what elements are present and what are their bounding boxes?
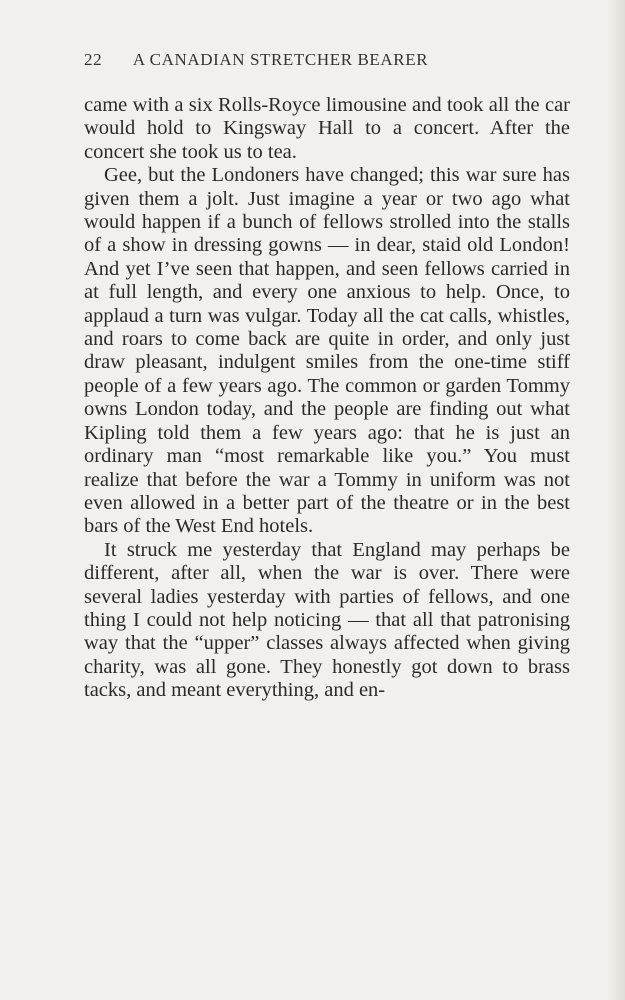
paragraph-2: Gee, but the Londoners have changed; this war sure has given them a jolt. Just imagine a year or two ago what would happen if a bunch of fellows strolled into the stalls of a show in dressing gowns — in dear, staid old London! And yet I’ve seen that happen, and seen fellows carried in at full length, and every one anxious to help. Once, to applaud a turn was vulgar. Today all the cat calls, whistles, and roars to come back are quite in order, and only just draw pleasant, indulgent smiles from the one-time stiff people of a few years ago. The common or garden Tommy owns London today, and the people are finding out what Kipling told them a few years ago: that he is just an ordinary man “most remarkable like you.” You must realize that before the war a Tommy in uniform was not even allowed in a better part of the theatre or in the best bars of the West End hotels. <box>84 164 570 538</box>
page-edge-shadow <box>607 0 625 1000</box>
paragraph-3: It struck me yesterday that England may perhaps be different, after all, when the war is over. There were several ladies yesterday with parties of fellows, and one thing I could not help noticing — that all that patronising way that the “upper” classes always affected when giving charity, was all gone. They honestly got down to brass tacks, and meant everything, and en- <box>84 538 570 702</box>
running-head: A CANADIAN STRETCHER BEARER <box>132 50 429 69</box>
body-text <box>84 94 570 703</box>
page-number: 22 <box>84 50 103 69</box>
page-header <box>84 50 544 74</box>
paragraph-1: came with a six Rolls-Royce limousine and took all the car would hold to Kingsway Hall to a concert. After the concert she took us to tea. <box>84 94 570 163</box>
